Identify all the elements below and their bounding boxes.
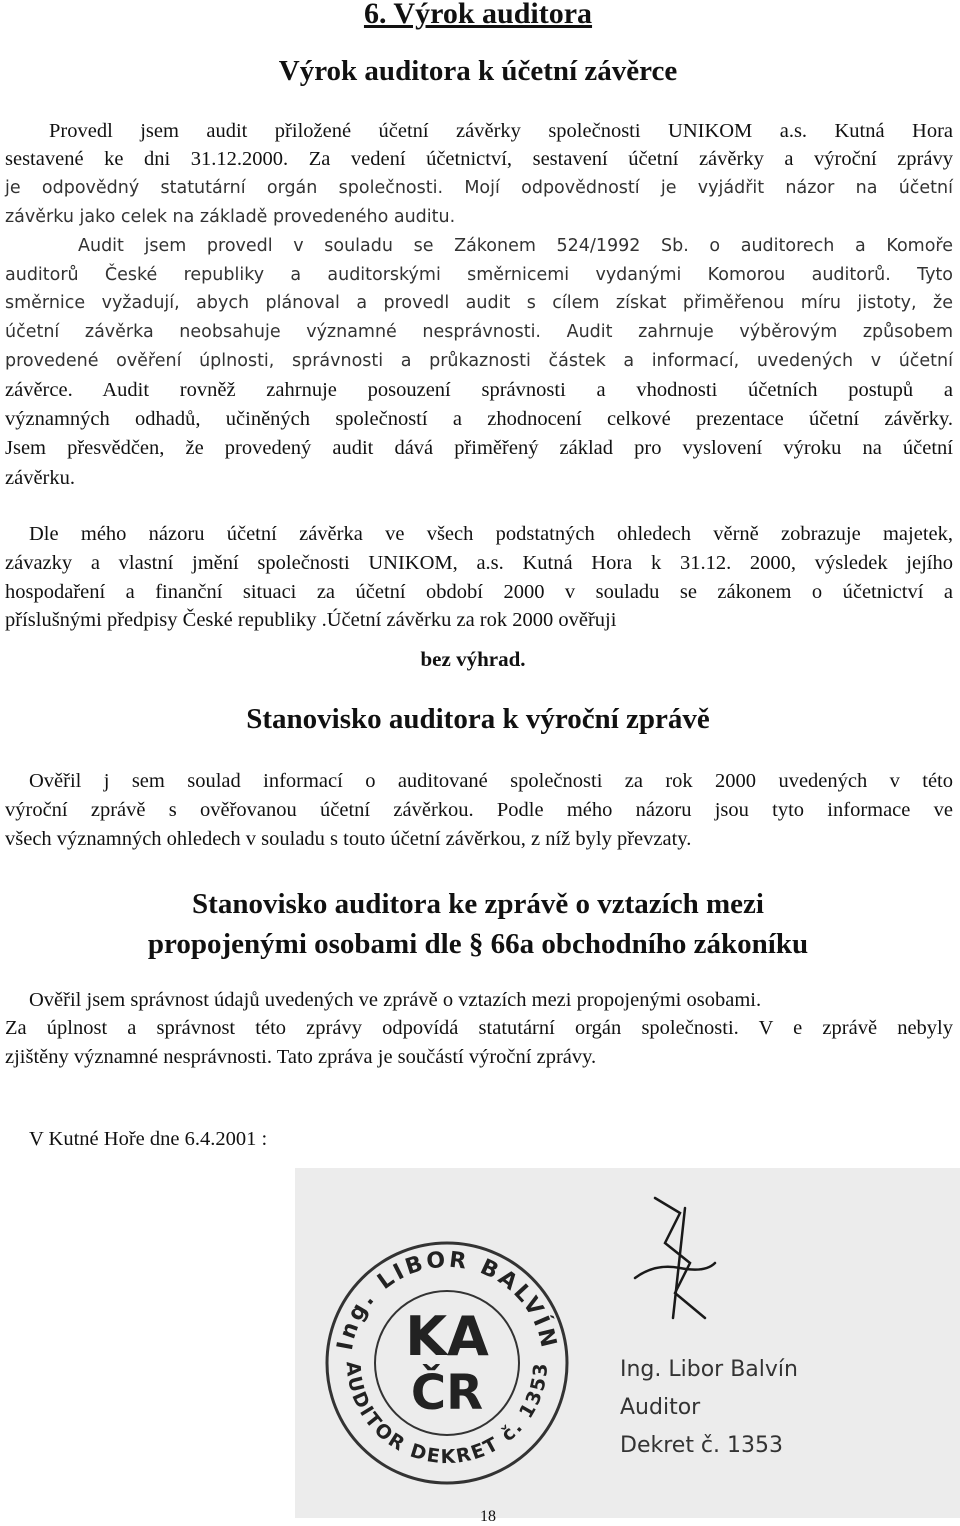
text-line: významných odhadů, učiněných společností a zhodnocení celkové prezentace účetní závěrky. — [5, 408, 953, 430]
text-line: účetní závěrka neobsahuje významné nesprávnosti. Audit zahrnuje výběrovým způsobem — [5, 322, 953, 342]
section-title: 6. Výrok auditora — [363, 0, 593, 30]
handwritten-signature — [635, 1198, 715, 1318]
text-line: zjištěny významné nesprávnosti. Tato zpráva je součástí výroční zprávy. — [5, 1046, 597, 1068]
text-line: Dle mého názoru účetní závěrka ve všech podstatných ohledech věrně zobrazuje majetek, — [29, 523, 953, 545]
heading-line: propojenými osobami dle § 66a obchodního zákoníku — [147, 928, 809, 960]
text-line: závěrce. Audit rovněž zahrnuje posouzení správnosti a vhodnosti účetních postupů a — [5, 379, 953, 401]
text-line: směrnice vyžadují, abych plánoval a provedl audit s cílem získat přiměřenou míru jistoty, že — [5, 293, 953, 313]
text-line: auditorů České republiky a auditorskými směrnicemi vydanými Komorou auditorů. Tyto — [5, 265, 953, 285]
signature-role: Auditor — [620, 1395, 701, 1420]
stamp-signature-graphic — [295, 1168, 960, 1518]
text-line: všech významných ohledech v souladu s touto účetní závěrkou, z níž byly převzaty. — [5, 828, 692, 850]
text-line: Za úplnost a správnost této zprávy odpovídá statutární orgán společnosti. V e zprávě nebyly — [5, 1017, 953, 1039]
place-date: V Kutné Hoře dne 6.4.2001 : — [29, 1128, 268, 1150]
text-line: závěrku jako celek na základě provedeného auditu. — [5, 207, 456, 227]
stamp-center-top: KA — [405, 1305, 489, 1368]
text-line: Audit jsem provedl v souladu se Zákonem 524/1992 Sb. o auditorech a Komoře — [78, 236, 953, 256]
text-line: závazky a vlastní jmění společnosti UNIKOM, a.s. Kutná Hora k 31.12. 2000, výsledek jejího — [5, 552, 953, 574]
text-line: Provedl jsem audit přiložené účetní závěrky společnosti UNIKOM a.s. Kutná Hora — [49, 120, 953, 142]
heading-line: Stanovisko auditora ke zprávě o vztazích mezi — [192, 888, 764, 920]
text-line: Ověřil jsem správnost údajů uvedených ve zprávě o vztazích mezi propojenými osobami. — [29, 989, 762, 1011]
signature-decree: Dekret č. 1353 — [620, 1433, 784, 1458]
signature-name: Ing. Libor Balvín — [620, 1357, 798, 1382]
stamp-ring-top: Ing. LIBOR BALVÍN — [332, 1247, 562, 1353]
text-line: Ověřil j sem soulad informací o auditované společnosti za rok 2000 uvedených v této — [29, 770, 953, 792]
subtitle: Výrok auditora k účetní závěrce — [278, 55, 678, 87]
page-number: 18 — [480, 1508, 496, 1525]
text-line: je odpovědný statutární orgán společnosti. Mojí odpovědností je vyjádřit názor na účetní — [5, 178, 953, 198]
annual-report-heading: Stanovisko auditora k výroční zprávě — [246, 703, 710, 735]
stamp-center-bottom: ČR — [410, 1365, 484, 1421]
auditor-stamp — [327, 1243, 567, 1483]
text-line: výroční zprávě s ověřovanou účetní závěrkou. Podle mého názoru jsou tyto informace ve — [5, 799, 953, 821]
text-line: příslušnými předpisy České republiky .Účetní závěrku za rok 2000 ověřuji — [5, 609, 617, 631]
text-line: provedené ověření úplnosti, správnosti a průkaznosti částek a informací, uvedených v účetní — [5, 351, 953, 371]
verdict: bez výhrad. — [420, 647, 526, 671]
text-line: Jsem přesvědčen, že provedený audit dává přiměřený základ pro vyslovení výroku na účetní — [5, 437, 953, 459]
text-line: závěrku. — [5, 467, 75, 489]
stamp-ring-bottom: AUDITOR DEKRET č. 1353 — [341, 1360, 553, 1469]
text-line: sestavené ke dni 31.12.2000. Za vedení účetnictví, sestavení účetní závěrky a výroční zprávy — [5, 148, 953, 170]
text-line: hospodaření a finanční situaci za účetní období 2000 v souladu se zákonem o účetnictví a — [5, 581, 953, 603]
